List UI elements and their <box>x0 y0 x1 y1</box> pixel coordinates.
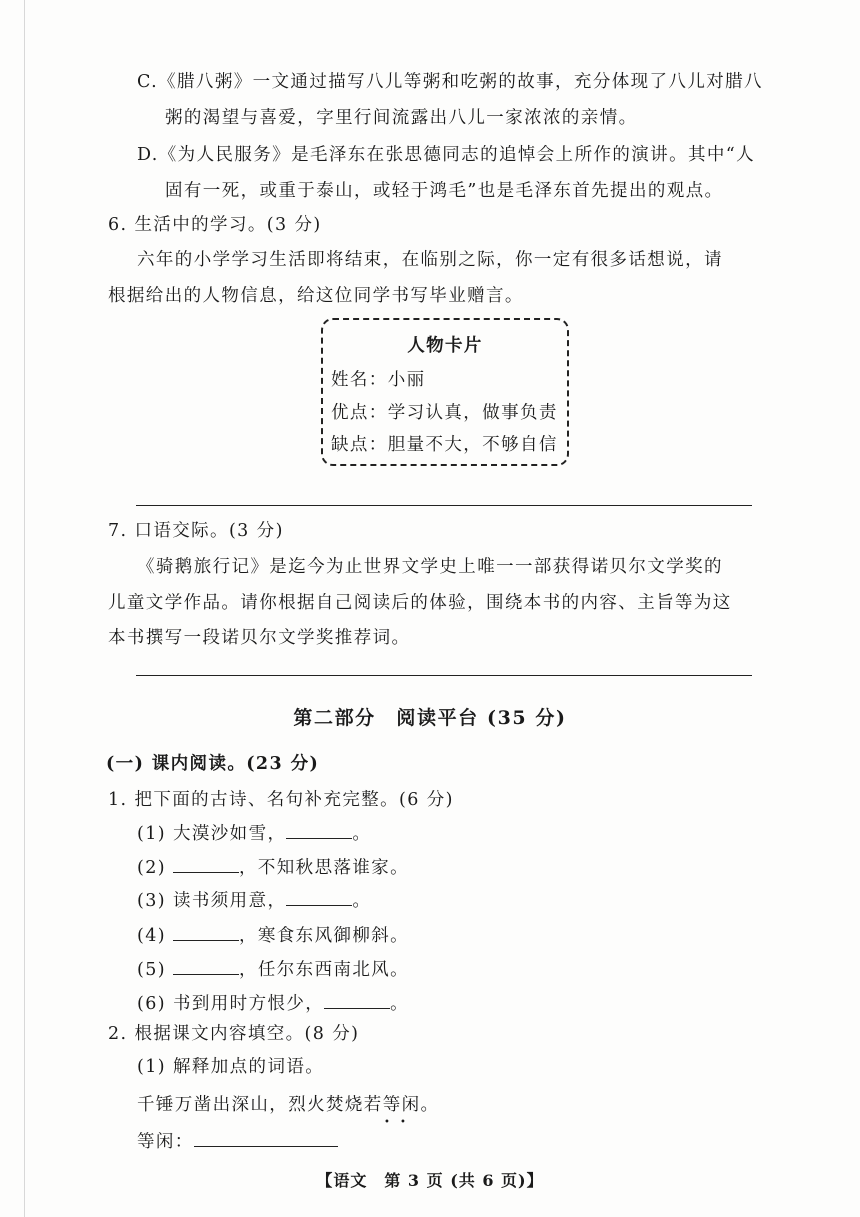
fill-item-2-blank[interactable] <box>173 854 239 873</box>
page-binding-edge <box>24 0 25 1217</box>
fill-item-5 <box>137 956 409 982</box>
person-card-name: 姓名：小丽 <box>331 370 426 390</box>
q6-text-line2: 根据给出的人物信息，给这位同学书写毕业赠言。 <box>108 286 524 306</box>
person-card-strength: 优点：学习认真，做事负责 <box>331 403 558 423</box>
q5-option-d-line2: 固有一死，或重于泰山，或轻于鸿毛”也是毛泽东首先提出的观点。 <box>165 181 724 201</box>
fill-item-2-after: ，不知秋思落谁家。 <box>238 858 410 878</box>
poem-line: 千锤万凿出深山，烈火焚烧若等闲。 <box>137 1095 440 1115</box>
fill-item-6 <box>137 990 409 1016</box>
word-definition-blank[interactable] <box>194 1128 338 1147</box>
fill-item-3 <box>137 887 371 913</box>
fill-item-4-num: (4) <box>137 926 166 946</box>
part2-heading: 第二部分 阅读平台 (35 分) <box>293 707 567 729</box>
fill-item-6-blank[interactable] <box>324 990 390 1009</box>
emphasis-dot: • <box>400 1117 406 1128</box>
fill-item-3-blank[interactable] <box>286 887 352 906</box>
fill-item-3-before: 读书须用意， <box>172 891 287 911</box>
q6-answer-line[interactable] <box>136 505 752 506</box>
page-footer: 【语文 第 3 页 (共 6 页)】 <box>316 1171 544 1190</box>
fill-item-3-num: (3) <box>137 891 166 911</box>
fill-item-4-blank[interactable] <box>173 922 239 941</box>
q7-text-line2: 儿童文学作品。请你根据自己阅读后的体验，围绕本书的内容、主旨等为这 <box>108 593 732 613</box>
person-card-title: 人物卡片 <box>407 336 483 356</box>
fill-item-1 <box>137 820 371 846</box>
q6-text-line1: 六年的小学学习生活即将结束，在临别之际，你一定有很多话想说，请 <box>137 250 723 270</box>
fill-item-3-after: 。 <box>352 891 372 911</box>
fill-item-5-num: (5) <box>137 960 166 980</box>
emphasis-dot: • <box>384 1117 390 1128</box>
part2-sub1: (一) 课内阅读。(23 分) <box>106 754 320 774</box>
q7-text-line1: 《骑鹅旅行记》是迄今为止世界文学史上唯一一部获得诺贝尔文学奖的 <box>137 557 723 577</box>
q5-option-d-line1: D.《为人民服务》是毛泽东在张思德同志的追悼会上所作的演讲。其中“人 <box>137 145 756 165</box>
fill-item-5-blank[interactable] <box>173 956 239 975</box>
fill-item-6-before: 书到用时方恨少， <box>172 994 325 1014</box>
fill-item-1-after: 。 <box>352 824 372 844</box>
fill-item-6-after: 。 <box>390 994 410 1014</box>
fill-item-2-num: (2) <box>137 858 166 878</box>
q7-title: 7. 口语交际。(3 分) <box>108 521 284 541</box>
fill-item-6-num: (6) <box>137 994 166 1014</box>
fill-item-1-before: 大漠沙如雪， <box>172 824 287 844</box>
q6-title: 6. 生活中的学习。(3 分) <box>108 215 322 235</box>
fill-item-2 <box>137 854 409 880</box>
fill-item-1-num: (1) <box>137 824 166 844</box>
part2-q1-title: 1. 把下面的古诗、名句补充完整。(6 分) <box>108 790 454 810</box>
part2-q2-title: 2. 根据课文内容填空。(8 分) <box>108 1024 360 1044</box>
q5-option-c-line1: C.《腊八粥》一文通过描写八儿等粥和吃粥的故事，充分体现了八儿对腊八 <box>137 72 763 92</box>
part2-q2-sub1: (1) 解释加点的词语。 <box>137 1057 325 1077</box>
fill-item-4-after: ，寒食东风御柳斜。 <box>238 926 410 946</box>
q7-text-line3: 本书撰写一段诺贝尔文学奖推荐词。 <box>108 628 411 648</box>
person-card-weakness: 缺点：胆量不大，不够自信 <box>331 435 558 455</box>
person-card <box>321 318 569 466</box>
fill-item-1-blank[interactable] <box>286 820 352 839</box>
q5-option-c-line2: 粥的渴望与喜爱，字里行间流露出八儿一家浓浓的亲情。 <box>165 108 638 128</box>
fill-item-5-after: ，任尔东西南北风。 <box>238 960 410 980</box>
word-definition-row <box>137 1128 338 1154</box>
q7-answer-line[interactable] <box>136 675 752 676</box>
word-label: 等闲： <box>137 1132 194 1152</box>
fill-item-4 <box>137 922 409 948</box>
